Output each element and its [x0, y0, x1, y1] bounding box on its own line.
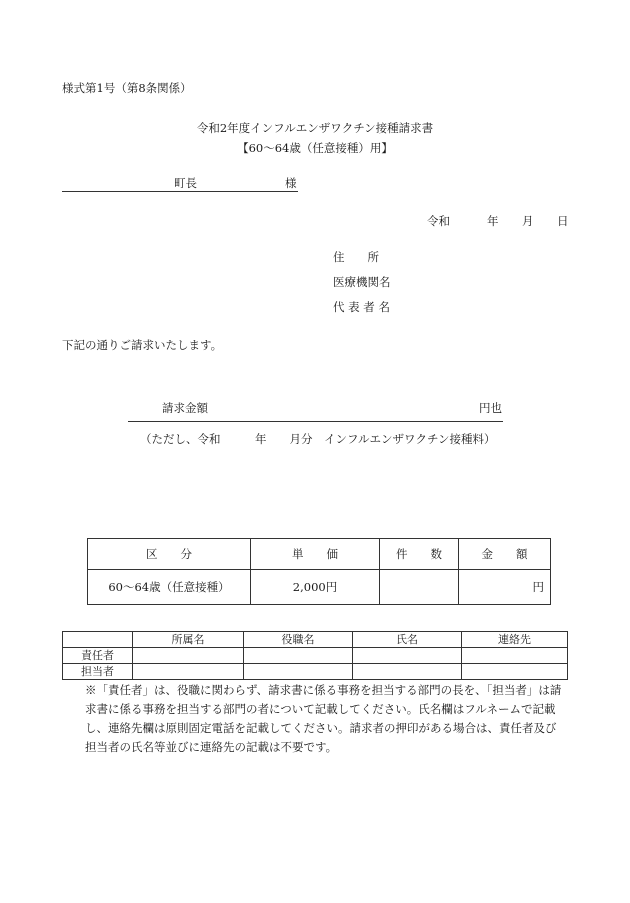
amount-detail: （ただし、令和 年 月分 インフルエンザワクチン接種料）: [140, 432, 496, 446]
fee-cell-unit-price: 2,000円: [251, 570, 380, 605]
form-number: 様式第1号（第8条関係）: [62, 81, 192, 95]
amount-underline: [128, 421, 503, 422]
fee-header-count: 件 数: [380, 539, 459, 570]
fee-header-unit-price: 単 価: [251, 539, 380, 570]
date-day: 日: [557, 214, 569, 228]
page-title: 令和2年度インフルエンザワクチン接種請求書: [196, 121, 434, 135]
contact-role-staff: 担当者: [63, 664, 133, 680]
intro-text: 下記の通りご請求いたします。: [62, 338, 223, 352]
contact-table: [62, 631, 568, 680]
page-subtitle: 【60～64歳（任意接種）用】: [237, 141, 393, 155]
table-row: [63, 648, 568, 664]
contact-header-blank: [63, 632, 133, 648]
contact-cell-department[interactable]: [133, 664, 244, 680]
fee-table-header: [88, 539, 551, 570]
contact-cell-position[interactable]: [244, 664, 353, 680]
requester-institution-label: 医療機関名: [333, 275, 391, 289]
requester-address-label: 住 所: [333, 250, 379, 264]
addressee-mayor: 町長: [174, 176, 197, 190]
contact-header-position: 役職名: [244, 632, 353, 648]
fee-header-category: 区 分: [88, 539, 251, 570]
footnote: ※「責任者」は、役職に関わらず、請求書に係る事務を担当する部門の長を、「担当者」は請求書に係る事務を担当する部門の者について記載してください。氏名欄はフルネームで記載し、連絡先欄は原則固定電話を記載してください。請求者の押印がある場合は、責任者及び担当者の氏名等並びに連絡先の記載は不要です。: [85, 683, 562, 754]
contact-cell-name[interactable]: [353, 648, 462, 664]
contact-table-header: [63, 632, 568, 648]
fee-cell-amount[interactable]: 円: [459, 570, 551, 605]
requester-representative-label: 代 表 者 名: [333, 300, 390, 314]
fee-cell-category: 60～64歳（任意接種）: [88, 570, 251, 605]
fee-header-amount: 金 額: [459, 539, 551, 570]
contact-header-contact: 連絡先: [462, 632, 568, 648]
contact-cell-name[interactable]: [353, 664, 462, 680]
contact-role-responsible: 責任者: [63, 648, 133, 664]
contact-cell-department[interactable]: [133, 648, 244, 664]
table-row: [88, 570, 551, 605]
date-month: 月: [522, 214, 534, 228]
amount-suffix: 円也: [479, 401, 502, 415]
fee-cell-count[interactable]: [380, 570, 459, 605]
date-year: 年: [487, 214, 499, 228]
contact-cell-position[interactable]: [244, 648, 353, 664]
addressee-sama: 様: [285, 176, 297, 190]
fee-table: [87, 538, 551, 605]
contact-cell-contact[interactable]: [462, 664, 568, 680]
contact-header-name: 氏名: [353, 632, 462, 648]
table-row: [63, 664, 568, 680]
contact-header-department: 所属名: [133, 632, 244, 648]
amount-label: 請求金額: [162, 401, 208, 415]
addressee-underline: [62, 191, 298, 192]
contact-cell-contact[interactable]: [462, 648, 568, 664]
date-era: 令和: [427, 214, 450, 228]
